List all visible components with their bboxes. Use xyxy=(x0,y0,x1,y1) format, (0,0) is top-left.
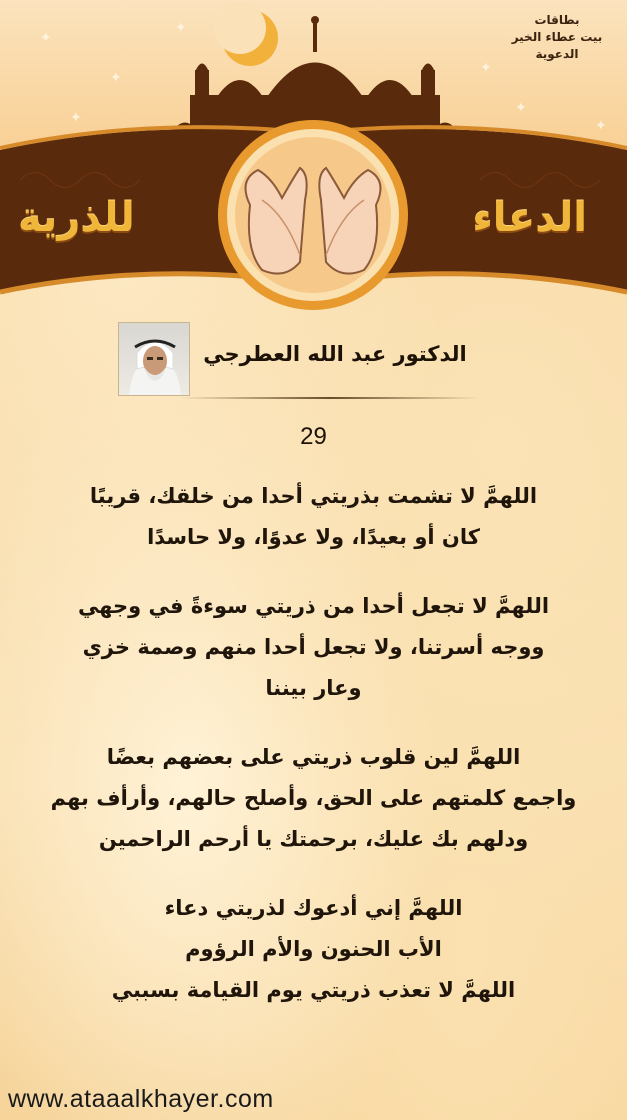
brand-line: بيت عطاء الخير xyxy=(511,30,603,44)
star-icon: ✦ xyxy=(480,60,492,76)
author-photo xyxy=(118,322,190,396)
prayer-paragraph xyxy=(30,888,597,1011)
star-icon: ✦ xyxy=(70,110,82,126)
prayer-line: اللهمَّ إني أدعوك لذريتي دعاء xyxy=(164,896,463,920)
brand-line: الدعوية xyxy=(535,47,579,61)
prayer-line: اللهمَّ لا تجعل أحدا من ذريتي سوءةً في وجهي xyxy=(77,594,550,618)
prayer-line: ودلهم بك عليك، برحمتك يا أرحم الراحمين xyxy=(98,827,529,851)
prayer-line: الأب الحنون والأم الرؤوم xyxy=(185,937,442,961)
star-icon: ✦ xyxy=(595,118,607,134)
prayer-paragraph xyxy=(30,586,597,709)
card-number: 29 xyxy=(300,423,327,450)
star-icon: ✦ xyxy=(175,20,187,36)
prayer-line: ووجه أسرتنا، ولا تجعل أحدا منهم وصمة خزي xyxy=(82,635,545,659)
star-icon: ✦ xyxy=(110,70,122,86)
star-icon: ✦ xyxy=(40,30,52,46)
prayer-line: وعار بيننا xyxy=(265,676,362,700)
star-icon: ✦ xyxy=(515,100,527,116)
crescent-icon xyxy=(214,2,278,66)
prayer-line: واجمع كلمتهم على الحق، وأصلح حالهم، وأرأف بهم xyxy=(50,786,577,810)
prayer-line: اللهمَّ لين قلوب ذريتي على بعضهم بعضًا xyxy=(106,745,521,769)
prayer-line: اللهمَّ لا تعذب ذريتي يوم القيامة بسببي xyxy=(111,978,516,1002)
brand-line: بطاقات xyxy=(534,13,580,27)
prayer-line: اللهمَّ لا تشمت بذريتي أحدا من خلقك، قريبًا xyxy=(89,484,538,508)
prayer-line: كان أو بعيدًا، ولا عدوًا، ولا حاسدًا xyxy=(147,525,480,549)
website-link[interactable]: www.ataaalkhayer.com xyxy=(8,1085,274,1113)
author-name: الدكتور عبد الله العطرجي xyxy=(203,342,467,366)
prayer-paragraph xyxy=(30,476,597,558)
prayer-paragraph xyxy=(30,737,597,860)
publisher-brand xyxy=(497,12,617,63)
prayers-block xyxy=(30,476,597,1039)
title-offspring: للذرية xyxy=(18,195,135,241)
title-dua: الدعاء xyxy=(472,195,587,241)
divider xyxy=(180,397,480,399)
